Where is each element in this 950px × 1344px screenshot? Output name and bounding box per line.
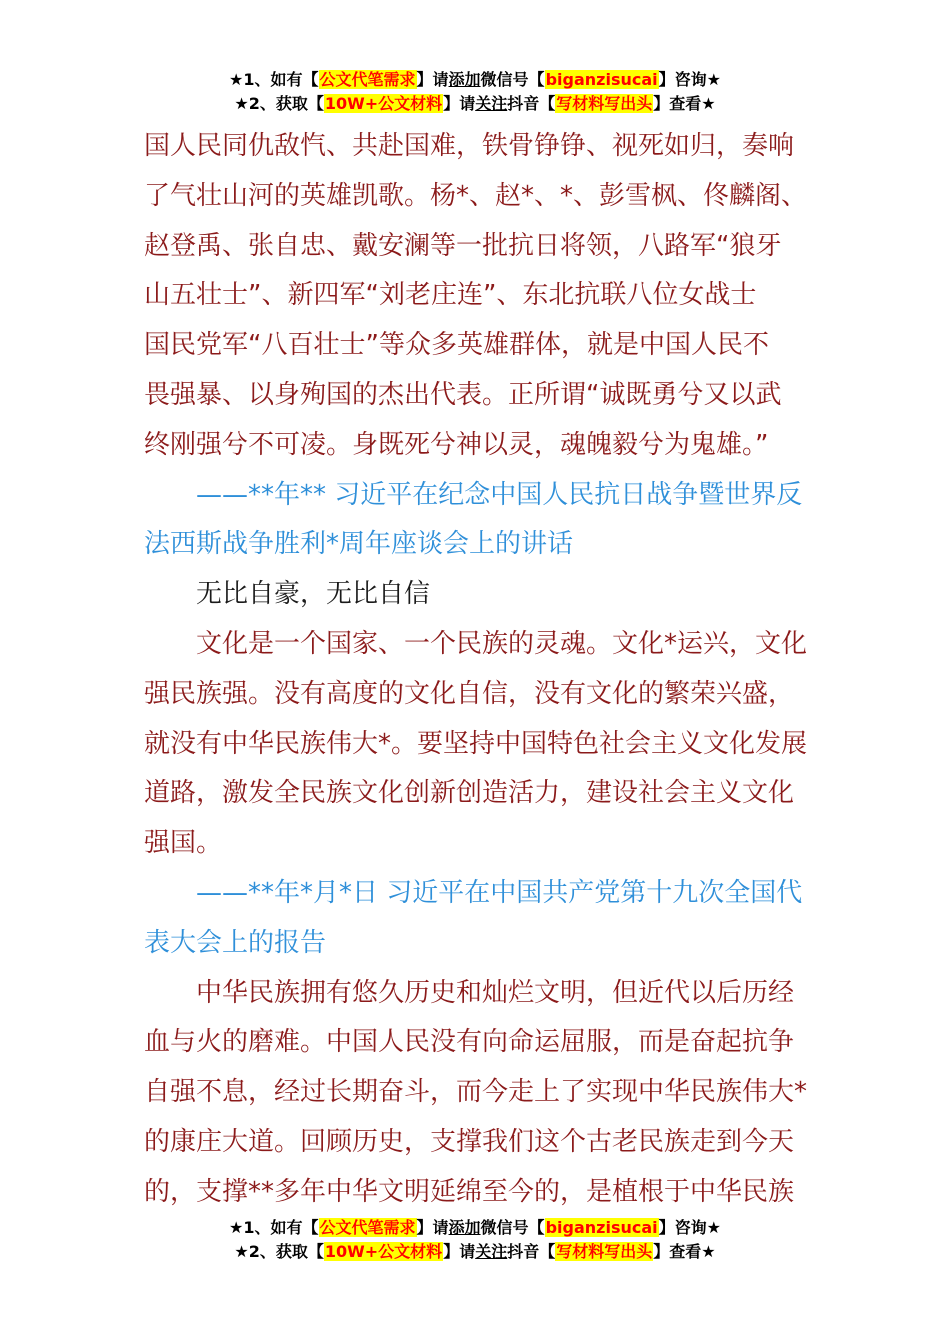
- paragraph-line: 道路，激发全民族文化创新创造活力，建设社会主义文化: [144, 778, 795, 809]
- paragraph-line: 强国。: [144, 828, 223, 859]
- paragraph-line: 国人民同仇敌忾、共赴国难，铁骨铮铮、视死如归，奏响: [144, 131, 795, 161]
- highlight-service: 公文代笔需求: [319, 1218, 416, 1237]
- wechat-id: biganzisucai: [545, 70, 658, 89]
- paragraph-line: 就没有中华民族伟大*。要坚持中国特色社会主义文化发展: [144, 728, 808, 759]
- paragraph-line: 文化是一个国家、一个民族的灵魂。文化*运兴，文化: [196, 628, 808, 659]
- section-heading: 无比自豪，无比自信: [196, 579, 431, 610]
- highlight-service: 公文代笔需求: [319, 70, 416, 89]
- source-citation-line: 表大会上的报告: [144, 927, 327, 958]
- source-citation-line: ——**年** 习近平在纪念中国人民抗日战争暨世界反: [196, 479, 803, 510]
- footer-banner: [0, 1216, 950, 1264]
- paragraph-line: 血与火的磨难。中国人民没有向命运屈服，而是奋起抗争: [144, 1027, 795, 1058]
- paragraph-line: 山五壮士”、新四军“刘老庄连”、东北抗联八位女战士: [144, 280, 757, 311]
- douyin-account: 写材料写出头: [556, 1242, 653, 1261]
- highlight-materials: 10W+公文材料: [324, 94, 443, 113]
- paragraph-line: 的康庄大道。回顾历史，支撑我们这个古老民族走到今天: [144, 1126, 795, 1157]
- paragraph-line: 国民党军“八百壮士”等众多英雄群体，就是中国人民不: [144, 330, 769, 361]
- highlight-materials: 10W+公文材料: [324, 1242, 443, 1261]
- banner-line-2: ★2、获取【10W+公文材料】请关注抖音【写材料写出头】查看★: [234, 94, 716, 113]
- banner-line-2: ★2、获取【10W+公文材料】请关注抖音【写材料写出头】查看★: [234, 1242, 716, 1261]
- douyin-account: 写材料写出头: [556, 94, 653, 113]
- paragraph-line: 了气壮山河的英雄凯歌。杨*、赵*、*、彭雪枫、佟麟阁、: [144, 180, 808, 211]
- banner-line-1: ★1、如有【公文代笔需求】请添加微信号【biganzisucai】咨询★: [229, 1218, 721, 1237]
- paragraph-line: 的，支撑**多年中华文明延绵至今的，是植根于中华民族: [144, 1176, 795, 1207]
- source-citation-line: 法西斯战争胜利*周年座谈会上的讲话: [144, 529, 574, 560]
- banner-line-1: ★1、如有【公文代笔需求】请添加微信号【biganzisucai】咨询★: [229, 70, 721, 89]
- header-banner: [0, 68, 950, 116]
- paragraph-line: 终刚强兮不可凌。身既死兮神以灵，魂魄毅兮为鬼雄。”: [144, 429, 769, 460]
- paragraph-line: 强民族强。没有高度的文化自信，没有文化的繁荣兴盛，: [144, 678, 795, 709]
- paragraph-line: 赵登禹、张自忠、戴安澜等一批抗日将领，八路军“狼牙: [144, 230, 782, 261]
- document-body: [144, 122, 808, 1218]
- paragraph-line: 畏强暴、以身殉国的杰出代表。正所谓“诚既勇兮又以武: [144, 379, 782, 410]
- wechat-id: biganzisucai: [545, 1218, 658, 1237]
- source-citation-line: ——**年*月*日 习近平在中国共产党第十九次全国代: [196, 877, 803, 908]
- paragraph-line: 自强不息，经过长期奋斗，而今走上了实现中华民族伟大*: [144, 1077, 808, 1108]
- paragraph-line: 中华民族拥有悠久历史和灿烂文明，但近代以后历经: [196, 977, 795, 1008]
